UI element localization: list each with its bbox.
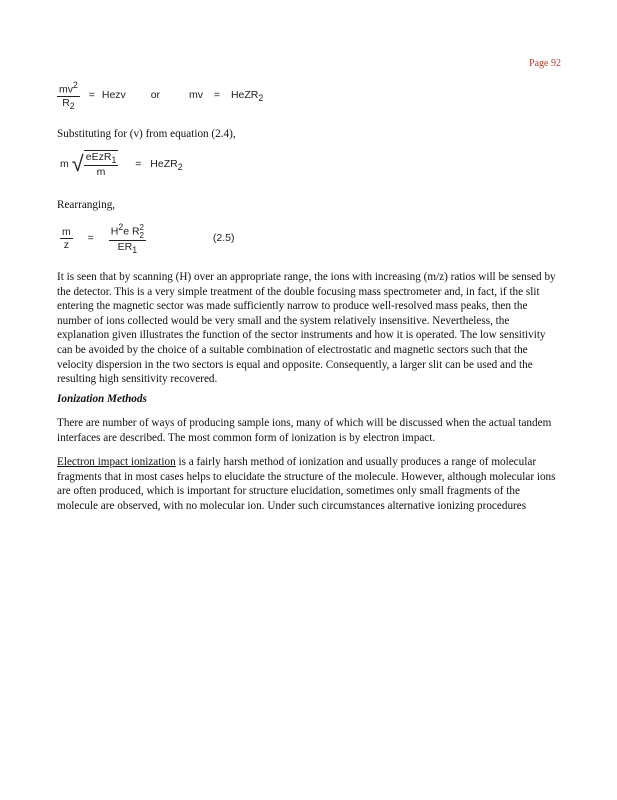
eq3-number: (2.5): [212, 232, 235, 245]
page-number: Page 92: [529, 58, 561, 69]
eq2-m: m: [60, 157, 69, 170]
substituting-line: [57, 127, 562, 142]
eq1-lhs-num-sup: 2: [73, 80, 78, 90]
eq2-radicand-num: eEzR: [85, 151, 112, 163]
eq1-lhs-den-sub: 2: [69, 100, 75, 111]
eq3-rhs-num-b-sub: 2: [139, 230, 144, 240]
eq2-rhs: HeZR: [150, 157, 178, 170]
paragraph-1: [57, 270, 562, 387]
eq2-radicand-num-sub: 1: [111, 155, 117, 166]
ionization-methods-heading: Ionization Methods: [57, 393, 147, 405]
eq3-rhs-den: ER: [117, 240, 133, 253]
eq1-equals: =: [88, 89, 95, 102]
eq1-or: or: [150, 89, 161, 102]
eq1-lhs-fraction: [57, 80, 80, 111]
substituting-text: Substituting for (v) from equation (2.4),: [57, 128, 236, 140]
rearranging-text: Rearranging,: [57, 199, 116, 211]
eq3-lhs-num: m: [62, 225, 71, 238]
eq3-lhs-fraction: [60, 226, 73, 251]
sqrt-symbol: √: [71, 151, 84, 177]
eq1-mv: mv: [188, 89, 203, 102]
eq3-rhs-num-a: H: [110, 225, 119, 238]
eq2-radicand-den: m: [96, 166, 106, 179]
equation-3: [60, 222, 235, 255]
eq3-rhs-den-sub: 1: [132, 244, 138, 255]
eq1-rhs2-sub: 2: [258, 93, 264, 104]
eq3-rhs-num-b-sup: 2: [139, 222, 144, 232]
eq3-equals: =: [87, 232, 94, 245]
paragraph-2: [57, 416, 562, 445]
eq3-rhs-fraction: [109, 222, 146, 255]
eq2-rhs-sub: 2: [177, 161, 183, 172]
eq1-equals-2: =: [213, 89, 221, 102]
eq1-lhs-den: R: [62, 96, 70, 109]
eq3-rhs-num-a-sup: 2: [118, 222, 124, 232]
paragraph-2-text: There are number of ways of producing sample ions, many of which will be discussed when the actual tandem interfaces are described. The most common form of ionization is by electron impact.: [57, 417, 552, 444]
section-heading: [57, 392, 562, 407]
rearranging-line: [57, 198, 562, 213]
paragraph-3: [57, 455, 562, 513]
paragraph-3-text: [57, 455, 562, 513]
eq2-equals: =: [135, 157, 142, 170]
eq1-rhs2: HeZR: [230, 89, 259, 102]
eq3-lhs-den: z: [63, 238, 69, 251]
electron-impact-link[interactable]: Electron impact ionization: [57, 456, 176, 468]
eq1-rhs: Hezv: [101, 89, 126, 102]
paragraph-3-rest: is a fairly harsh method of ionization and usually produces a range of molecular fragments that in most cases helps to elucidate the structure of the molecule. However, although molecular ions are often produced, which is important for structure elucidation, sometimes only small fragments of the molecule are observed, with no molecular ion. Under such circumstances alternative ionizing procedures: [57, 456, 556, 512]
eq1-lhs-num: mv: [59, 83, 73, 96]
eq2-sqrt: [72, 150, 119, 178]
eq3-rhs-num-b: e R: [123, 225, 140, 238]
paragraph-1-text: It is seen that by scanning (H) over an appropriate range, the ions with increasing (m/z) ratios will be sensed by the detector. This is a very simple treatment of the double focusing mass spectrometer and, in fact, if the slit entering the magnetic sector was made sufficiently narrow to produce well-resolved mass peaks, then the number of ions collected would be very small and the system relatively insensitive. Nevertheless, the explanation given illustrates the function of the sector instruments and how it is operated. The low sensitivity can be avoided by the choice of a suitable combination of electrostatic and magnetic sectors such that the velocity dispersion in the two sectors is equal and opposite. Consequently, a larger slit can be used and the resulting high sensitivity recovered.: [57, 271, 556, 386]
equation-1: [57, 80, 263, 111]
equation-2: [60, 150, 183, 178]
